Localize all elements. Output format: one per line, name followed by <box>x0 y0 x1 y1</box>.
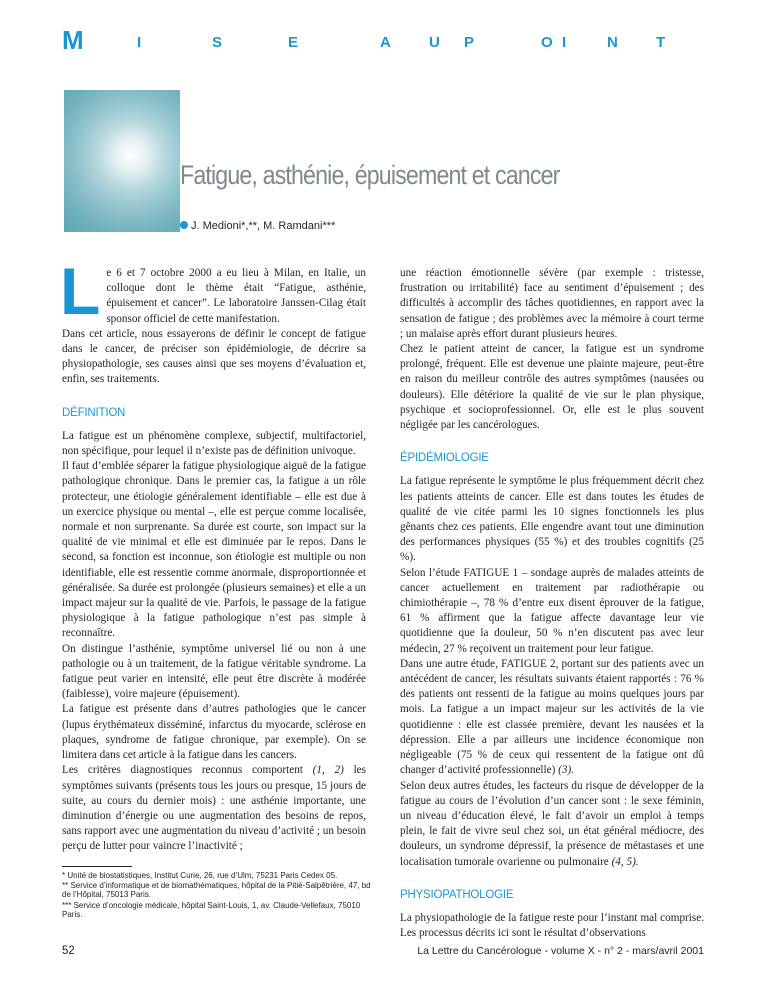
footnote: *** Service d’oncologie médicale, hôpital Saint-Louis, 1, av. Claude-Vellefaux, 75010 Paris. <box>62 900 361 919</box>
body-paragraph: La fatigue représente le symptôme le plus fréquemment décrit chez les patients atteints de cancer. Elle est dans toutes les études de qualité de vie citée parmi les 10 signes fonctionnels les plus gênants chez ces patients. Elle engendre avant tout une diminution des performances physiques (55 %) et des troubles cognitifs (25 %). <box>400 475 704 564</box>
article-authors <box>180 220 335 232</box>
citation: (4, 5). <box>611 855 639 868</box>
section-heading-physiopathology: PHYSIOPATHOLOGIE <box>400 888 514 901</box>
footnotes <box>62 871 372 920</box>
section-header-letter: I <box>562 34 567 51</box>
body-paragraph: Chez le patient atteint de cancer, la fatigue est un syndrome prolongé, fréquent. Elle est devenue une plainte majeure, peut-être en raison du meilleur contrôle des autres symptômes (nausées ou douleurs). Elle détériore la qualité de vie sur le plan physique, psychique et socioprofessionnel. Or, elle est le plus souvent négligée par les cancérologues. <box>400 343 704 432</box>
section-header-letter: N <box>607 34 618 51</box>
text-run: Dans une autre étude, FATIGUE 2, portant sur des patients avec un antécédent de cancer, les résultats suivants étaient rapportés : 76 % des patients ont ressenti de la fatigue au moins quelques jours par mois. La fatigue a un impact majeur sur les activités de la vie quotidienne : elle est classée première, devant les nausées et la dépression. Elle a par ailleurs une incidence économique non négligeable (75 % de ceux qui ressentent de la fatigue ont dû changer d’activité professionnelle) <box>400 657 704 777</box>
drop-cap: L <box>60 254 101 328</box>
text-run: Les critères diagnostiques reconnus comportent <box>62 764 313 777</box>
footnote: * Unité de biostatistiques, Institut Curie, 26, rue d’Ulm, 75231 Paris Cedex 05. <box>62 871 338 880</box>
section-heading-definition: DÉFINITION <box>62 406 126 419</box>
intro-paragraph: Dans cet article, nous essayerons de définir le concept de fatigue dans le cancer, de préciser son épidémiologie, de décrire sa physiopathologie, ses causes ainsi que ses moyens d’évaluation et, enfin, ses traitements. <box>62 327 366 386</box>
citation: (1, 2) <box>312 764 344 777</box>
body-paragraph: La physiopathologie de la fatigue reste pour l’instant mal comprise. Les processus décrits ici sont le résultat d’observations <box>400 911 704 940</box>
section-header-letter: O <box>541 34 553 51</box>
text-run: Selon deux autres études, les facteurs du risque de développer de la fatigue au cours de l’évolution d’un cancer sont : le sexe féminin, un niveau d’éducation élevé, le fait d’avoir un emploi à temps plein, le fait de vivre seul chez soi, un état général médiocre, des douleurs, un syndrome dépressif, la présence de métastases et une localisation tumorale ovarienne ou pulmonaire <box>400 779 704 868</box>
section-header-initial: M <box>62 25 84 55</box>
body-paragraph <box>400 657 704 779</box>
section-heading-epidemiology: ÉPIDÉMIOLOGIE <box>400 452 489 465</box>
intro-paragraph: e 6 et 7 octobre 2000 a eu lieu à Milan, en Italie, un colloque dont le thème était “Fatigue, asthénie, épuisement et cancer”. Le laboratoire Janssen-Cilag était sponsor officiel de cette manifestation. <box>106 267 366 325</box>
body-paragraph: La fatigue est un phénomène complexe, subjectif, multifactoriel, non spécifique, pour lequel il n’existe pas de définition univoque. <box>62 429 366 458</box>
body-paragraph: On distingue l’asthénie, symptôme universel lié ou non à une pathologie ou à un traitement, de la fatigue véritable syndrome. La fatigue peut varier en intensité, elle peut être discrète à modérée (faiblesse), voire majeure (épuisement). <box>62 642 366 701</box>
authors-text: J. Medioni*,**, M. Ramdani*** <box>191 220 336 232</box>
section-header-letter: U <box>429 34 440 51</box>
decorative-swirl-image <box>64 90 180 232</box>
body-paragraph <box>400 779 704 870</box>
right-column <box>400 266 704 941</box>
section-header-letter: T <box>656 34 666 51</box>
body-paragraph <box>62 763 366 854</box>
section-header-letter: E <box>288 34 299 51</box>
body-paragraph: Selon l’étude FATIGUE 1 – sondage auprès de malades atteints de cancer actuellement en traitement par radiothérapie ou chimiothérapie –, 78 % d’entre eux disent éprouver de la fatigue, 61 % affirment que la fatigue affecte davantage leur vie quotidienne que la douleur, 50 % n’en discutent pas avec leur médecin, 27 % reçoivent un traitement pour leur fatigue. <box>400 566 704 655</box>
body-paragraph: Il faut d’emblée séparer la fatigue physiologique aiguë de la fatigue pathologique chronique. Dans le premier cas, la fatigue a un rôle protecteur, une étiologie généralement identifiable – elle est due à un exercice physique ou mental –, elle est perçue comme localisée, normale et non surprenante. Sa durée est courte, son impact sur la qualité de vie minimal et elle est diminuée par le repos. Dans le second, sa fonction est inconnue, son étiologie est multiple ou non identifiable, elle est ressentie comme anormale, disproportionnée et généralisée. Sa durée est prolongée (plusieurs semaines) et elle a un impact majeur sur la qualité de vie. Parfois, le passage de la fatigue physiologique à la fatigue pathologique n’est pas simple à reconnaître. <box>62 460 366 640</box>
section-header-letter: I <box>137 34 142 51</box>
article-title: Fatigue, asthénie, épuisement et cancer <box>180 160 560 190</box>
section-header-letter: S <box>212 34 223 51</box>
section-header-letter: P <box>464 34 475 51</box>
text-run: les symptômes suivants (présents tous les jours ou presque, 15 jours de suite, au cours du dernier mois) : une asthénie importante, une diminution d’énergie ou une augmentation des besoins de repos, sans rapport avec une augmentation du niveau d’activité ; un besoin perçu de lutter pour vaincre l’inactivité ; <box>62 764 366 853</box>
body-paragraph: une réaction émotionnelle sévère (par exemple : tristesse, frustration ou irritabilité) face au sentiment d’épuisement ; des difficultés à accomplir des tâches quotidiennes, en rapport avec la sensation de fatigue ; des problèmes avec la mémoire à court terme ; un malaise après effort durant plusieurs heures. <box>400 267 704 340</box>
bullet-icon <box>180 221 188 229</box>
section-header-letter: A <box>380 34 391 51</box>
section-header <box>62 25 712 55</box>
footnote-divider <box>62 866 132 867</box>
citation: (3). <box>558 764 574 777</box>
left-column <box>60 254 366 855</box>
page-number: 52 <box>62 945 75 957</box>
footnote: ** Service d’informatique et de biomathématiques, hôpital de la Pitié-Salpêtrière, 47, bd de l’Hôpital, 75013 Paris. <box>62 881 371 900</box>
journal-citation: La Lettre du Cancérologue - volume X - n° 2 - mars/avril 2001 <box>417 945 704 957</box>
body-paragraph: La fatigue est présente dans d’autres pathologies que le cancer (lupus érythémateux disséminé, infarctus du myocarde, sclérose en plaques, syndrome de fatigue chronique, par exemple). On se limitera dans cet article à la fatigue dans les cancers. <box>62 703 366 762</box>
